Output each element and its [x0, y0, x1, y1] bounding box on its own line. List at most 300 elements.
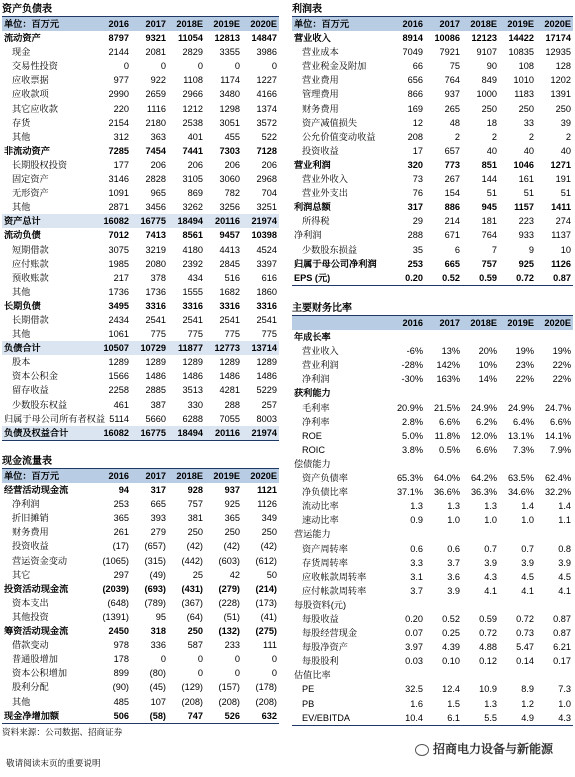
- row-label: 股利分配: [12, 682, 49, 693]
- cell-value: 764: [444, 75, 460, 86]
- cell-value: 0.59: [462, 271, 499, 286]
- cell-value: [388, 386, 425, 400]
- cell-value: 1137: [551, 230, 571, 241]
- cell-value: 5229: [256, 385, 277, 396]
- header-year: 2016: [388, 17, 425, 32]
- cell-value: 107: [150, 696, 166, 707]
- cell-value: 775: [224, 329, 240, 340]
- cell-value: 0.6: [447, 543, 460, 554]
- cell-value: 288: [224, 399, 240, 410]
- cell-value: 516: [224, 272, 240, 283]
- cell-value: (789): [144, 597, 166, 608]
- cell-value: 2828: [145, 174, 166, 185]
- cell-value: 866: [407, 89, 423, 100]
- row-label: 流动比率: [302, 501, 339, 512]
- cell-value: 253: [407, 258, 423, 269]
- row-label: 其他投资: [12, 611, 49, 622]
- table-row: [292, 228, 573, 242]
- row-label: 股本: [12, 357, 31, 368]
- cell-value: (45): [149, 682, 166, 693]
- cell-value: 0.6: [410, 543, 423, 554]
- cell-value: 522: [261, 131, 277, 142]
- table-row: [292, 271, 573, 286]
- source-note: 资料来源：公司数据、招商证券: [2, 726, 123, 737]
- row-label: 无形资产: [12, 188, 49, 199]
- cell-value: 2541: [145, 314, 166, 325]
- cell-value: 0.59: [479, 613, 497, 624]
- cell-value: 665: [444, 258, 460, 269]
- cell-value: 6.4%: [513, 416, 534, 427]
- table-row: [2, 568, 279, 582]
- cell-value: 3.9: [521, 557, 534, 568]
- cell-value: [536, 386, 573, 400]
- cell-value: 9: [528, 244, 534, 255]
- row-label: 归属于母公司净利润: [294, 258, 377, 269]
- cell-value: 6.2%: [476, 416, 497, 427]
- header-unit: 单位：百万元: [292, 17, 388, 32]
- cell-value: -30%: [401, 374, 423, 385]
- row-label: 经营活动现金流: [4, 485, 69, 496]
- row-label: 投资收益: [12, 541, 49, 552]
- row-label: 营运能力: [294, 529, 331, 540]
- cell-value: 3.3: [410, 557, 423, 568]
- cell-value: 206: [150, 159, 166, 170]
- cell-value: 0.12: [479, 656, 497, 667]
- cell-value: 1.0: [521, 515, 534, 526]
- cell-value: 35: [412, 244, 423, 255]
- cell-value: 7441: [182, 145, 203, 156]
- table-row: [2, 31, 279, 45]
- row-label: 估值比率: [294, 670, 331, 681]
- cell-value: 6.1: [425, 711, 462, 726]
- table-row: [2, 426, 279, 441]
- row-label: 长期股权投资: [12, 159, 68, 170]
- cell-value: 13714: [242, 341, 279, 355]
- ratios-title: 主要财务比率: [292, 303, 352, 314]
- table-row: [2, 596, 279, 610]
- header-row: [2, 469, 279, 484]
- cell-value: 65.3%: [396, 473, 423, 484]
- cell-value: 3.1: [410, 571, 423, 582]
- row-label: 折旧摊销: [12, 513, 49, 524]
- header-year: 2017: [425, 17, 462, 32]
- table-row: [292, 344, 573, 358]
- cell-value: 297: [113, 569, 129, 580]
- row-label: 速动比率: [302, 515, 339, 526]
- cell-value: 12123: [471, 33, 497, 44]
- cell-value: 214: [444, 216, 460, 227]
- table-row: [2, 709, 279, 724]
- row-label: 普通股增加: [12, 654, 58, 665]
- cell-value: 23%: [515, 360, 534, 371]
- table-row: [292, 186, 573, 200]
- row-label: ROIC: [302, 444, 325, 455]
- cell-value: 0.52: [425, 271, 462, 286]
- cell-value: 330: [187, 399, 203, 410]
- cell-value: 336: [150, 640, 166, 651]
- cell-value: 10398: [251, 230, 277, 241]
- cell-value: 3.7: [410, 585, 423, 596]
- table-row: [292, 73, 573, 87]
- table-row: [2, 695, 279, 709]
- cell-value: 7.3%: [513, 444, 534, 455]
- header-year: 2020E: [242, 469, 279, 484]
- cell-value: 0.72: [479, 628, 497, 639]
- table-row: [2, 243, 279, 257]
- table-row: [292, 45, 573, 59]
- cell-value: 8561: [182, 230, 203, 241]
- cell-value: 36.3%: [470, 487, 497, 498]
- table-row: [2, 228, 279, 242]
- cell-value: 401: [187, 131, 203, 142]
- row-label: 其他: [12, 202, 31, 213]
- cell-value: 6.21: [553, 642, 571, 653]
- cell-value: 0: [234, 668, 240, 679]
- cell-value: [425, 527, 462, 541]
- row-label: 营运资金变动: [12, 555, 68, 566]
- cell-value: 775: [187, 329, 203, 340]
- cell-value: 178: [113, 654, 129, 665]
- table-row: [2, 186, 279, 200]
- cell-value: 349: [261, 513, 277, 524]
- cell-value: 18494: [168, 426, 205, 441]
- cell-value: [388, 330, 425, 344]
- cell-value: 4413: [219, 244, 240, 255]
- cell-value: 2180: [145, 117, 166, 128]
- balance-sheet-title: 资产负债表: [2, 4, 52, 15]
- cell-value: 7.9%: [550, 444, 571, 455]
- cell-value: 7285: [108, 145, 129, 156]
- cell-value: 9321: [145, 33, 166, 44]
- cell-value: [425, 386, 462, 400]
- cell-value: 24.9%: [470, 402, 497, 413]
- cell-value: 0.72: [516, 613, 534, 624]
- cell-value: 1061: [108, 329, 129, 340]
- row-label: 流动资产: [4, 33, 41, 44]
- cell-value: 1555: [182, 286, 203, 297]
- cell-value: [499, 598, 536, 612]
- cell-value: (315): [144, 555, 166, 566]
- cell-value: 3.9: [558, 557, 571, 568]
- cell-value: 657: [444, 145, 460, 156]
- cell-value: 4.1: [521, 585, 534, 596]
- cell-value: (51): [223, 611, 240, 622]
- table-row: [292, 214, 573, 228]
- table-row: [292, 87, 573, 101]
- cell-value: 1.4: [558, 501, 571, 512]
- table-row: [292, 372, 573, 386]
- cell-value: 22%: [552, 360, 571, 371]
- cell-value: 945: [481, 202, 497, 213]
- table-row: [292, 116, 573, 130]
- row-label: 应付帐款周转率: [302, 585, 367, 596]
- row-label: 利润总额: [294, 202, 331, 213]
- table-row: [2, 666, 279, 680]
- cell-value: 1046: [513, 159, 534, 170]
- cell-value: 12813: [214, 33, 240, 44]
- cell-value: 0.5%: [439, 444, 460, 455]
- cell-value: 10.4: [388, 711, 425, 726]
- cell-value: 378: [150, 272, 166, 283]
- row-label: 应收票据: [12, 75, 49, 86]
- cell-value: (228): [218, 597, 240, 608]
- cell-value: 10086: [434, 33, 460, 44]
- row-label: PB: [302, 698, 315, 709]
- cell-value: 0: [123, 61, 129, 72]
- cell-value: 4166: [256, 89, 277, 100]
- header-unit: 单位：百万元: [2, 17, 94, 32]
- row-label: 资产负债率: [302, 473, 348, 484]
- row-label: 净利润: [302, 374, 330, 385]
- row-label: 营业外支出: [302, 188, 348, 199]
- table-row: [292, 257, 573, 271]
- table-row: [2, 652, 279, 666]
- row-label: 净负债比率: [302, 487, 348, 498]
- cell-value: 7128: [256, 145, 277, 156]
- table-row: [292, 457, 573, 471]
- table-row: [292, 415, 573, 429]
- row-label: 资本支出: [12, 597, 49, 608]
- cell-value: 2541: [182, 314, 203, 325]
- cell-value: (132): [218, 626, 240, 637]
- cell-value: 7303: [219, 145, 240, 156]
- cell-value: 3316: [145, 300, 166, 311]
- cell-value: 0.25: [442, 628, 460, 639]
- cell-value: 782: [224, 188, 240, 199]
- table-row: [292, 243, 573, 257]
- cell-value: 50: [266, 569, 277, 580]
- cell-value: (129): [181, 682, 203, 693]
- cell-value: 3572: [256, 117, 277, 128]
- row-label: 负债及权益合计: [2, 426, 94, 441]
- header-year: 2018E: [462, 316, 499, 331]
- cell-value: 671: [444, 230, 460, 241]
- cell-value: 2450: [108, 626, 129, 637]
- cell-value: 10835: [508, 47, 534, 58]
- cell-value: (648): [107, 597, 129, 608]
- cell-value: -6%: [406, 346, 423, 357]
- cell-value: 18: [486, 117, 497, 128]
- table-row: [2, 73, 279, 87]
- cell-value: 928: [187, 485, 203, 496]
- cell-value: 3495: [108, 300, 129, 311]
- cell-value: 3251: [256, 202, 277, 213]
- cell-value: 0.14: [516, 656, 534, 667]
- row-label: 资本公积增加: [12, 668, 68, 679]
- cell-value: 22%: [515, 374, 534, 385]
- cell-value: 177: [113, 159, 129, 170]
- cell-value: 95: [155, 611, 166, 622]
- cell-value: 274: [555, 216, 571, 227]
- cell-value: (208): [255, 696, 277, 707]
- cell-value: 19%: [515, 346, 534, 357]
- table-row: [292, 200, 573, 214]
- cell-value: 12773: [205, 341, 242, 355]
- cell-value: 7454: [145, 145, 166, 156]
- cell-value: (173): [255, 597, 277, 608]
- header-year: 2016: [94, 469, 131, 484]
- cell-value: 3316: [256, 300, 277, 311]
- cell-value: 250: [187, 527, 203, 538]
- cell-value: 1289: [182, 357, 203, 368]
- cell-value: 0.17: [553, 656, 571, 667]
- cell-value: 0: [197, 654, 203, 665]
- cell-value: 1486: [182, 371, 203, 382]
- cell-value: (275): [255, 626, 277, 637]
- cell-value: 0.8: [558, 543, 571, 554]
- cell-value: 387: [150, 399, 166, 410]
- table-row: [292, 570, 573, 584]
- cell-value: 899: [113, 668, 129, 679]
- cell-value: 1.2: [521, 698, 534, 709]
- row-label: 公允价值变动收益: [302, 131, 376, 142]
- balance-sheet-panel: [2, 4, 279, 441]
- cell-value: 381: [187, 513, 203, 524]
- balance-sheet-table: [2, 16, 279, 441]
- table-row: [292, 130, 573, 144]
- table-row: [292, 358, 573, 372]
- table-row: [2, 130, 279, 144]
- row-label: 资产总计: [2, 214, 94, 228]
- table-row: [2, 214, 279, 228]
- cell-value: 220: [113, 103, 129, 114]
- cell-value: 1289: [145, 357, 166, 368]
- cell-value: 363: [150, 131, 166, 142]
- cell-value: 13%: [441, 346, 460, 357]
- cell-value: 2541: [219, 314, 240, 325]
- cell-value: 393: [150, 513, 166, 524]
- cell-value: 0.9: [410, 515, 423, 526]
- cell-value: 3480: [219, 89, 240, 100]
- cell-value: 526: [205, 709, 242, 724]
- table-row: [292, 401, 573, 415]
- row-label: 营业收入: [294, 33, 331, 44]
- cell-value: 154: [444, 188, 460, 199]
- table-row: [292, 640, 573, 654]
- cell-value: 11054: [177, 33, 203, 44]
- cell-value: 261: [113, 527, 129, 538]
- cell-value: 206: [187, 159, 203, 170]
- cell-value: 849: [481, 75, 497, 86]
- watermark-text: 招商电力设备与新能源: [433, 742, 554, 756]
- cell-value: (42): [223, 541, 240, 552]
- cell-value: 3456: [145, 202, 166, 213]
- cell-value: 265: [444, 103, 460, 114]
- cell-value: 9457: [219, 230, 240, 241]
- header-year: 2020E: [536, 17, 573, 32]
- cell-value: (1391): [102, 611, 129, 622]
- cell-value: 3.9: [447, 585, 460, 596]
- row-label: PE: [302, 684, 315, 695]
- cell-value: [425, 330, 462, 344]
- cell-value: [499, 527, 536, 541]
- cell-value: (367): [181, 597, 203, 608]
- cell-value: 7413: [145, 230, 166, 241]
- cell-value: 21974: [242, 214, 279, 228]
- cell-value: 1411: [551, 202, 571, 213]
- cell-value: 506: [94, 709, 131, 724]
- cell-value: 7: [491, 244, 497, 255]
- header-row: [2, 17, 279, 32]
- cell-value: 4.3: [484, 571, 497, 582]
- row-label: 其他: [12, 131, 31, 142]
- header-row: [292, 316, 573, 331]
- cell-value: [462, 386, 499, 400]
- table-row: [2, 680, 279, 694]
- cell-value: (64): [186, 611, 203, 622]
- cell-value: (58): [131, 709, 168, 724]
- cell-value: 8797: [108, 33, 129, 44]
- cell-value: (157): [218, 682, 240, 693]
- cell-value: (178): [255, 682, 277, 693]
- cell-value: 320: [407, 159, 423, 170]
- cell-value: (90): [112, 682, 129, 693]
- cell-value: 4.5: [558, 571, 571, 582]
- cell-value: (42): [186, 541, 203, 552]
- table-row: [2, 369, 279, 383]
- row-label: 其它应收款: [12, 103, 58, 114]
- cell-value: 34.6%: [507, 487, 534, 498]
- cell-value: 1271: [550, 159, 571, 170]
- cell-value: 485: [113, 696, 129, 707]
- cell-value: 5.47: [516, 642, 534, 653]
- cell-value: 62.4%: [544, 473, 571, 484]
- cell-value: 1289: [256, 357, 277, 368]
- cell-value: 12935: [545, 47, 571, 58]
- cell-value: 267: [444, 174, 460, 185]
- cell-value: 13.1%: [507, 430, 534, 441]
- cell-value: [536, 598, 573, 612]
- cell-value: 2829: [182, 47, 203, 58]
- cell-value: 163%: [436, 374, 460, 385]
- cell-value: [499, 457, 536, 471]
- cell-value: 42: [229, 569, 240, 580]
- row-label: 流动负债: [4, 230, 41, 241]
- row-label: 留存收益: [12, 385, 49, 396]
- cell-value: 0: [234, 654, 240, 665]
- cell-value: 1091: [108, 188, 129, 199]
- cell-value: 22%: [552, 374, 571, 385]
- cell-value: 3.97: [405, 642, 423, 653]
- cell-value: 111: [263, 640, 277, 651]
- cell-value: 977: [113, 75, 129, 86]
- cell-value: 0: [197, 61, 203, 72]
- cell-value: 0.10: [442, 656, 460, 667]
- row-label: 资本公积金: [12, 371, 58, 382]
- cell-value: 3397: [256, 258, 277, 269]
- cell-value: 587: [187, 640, 203, 651]
- cell-value: 250: [261, 527, 277, 538]
- cell-value: 775: [261, 329, 277, 340]
- cell-value: 16775: [131, 426, 168, 441]
- cell-value: 25: [192, 569, 203, 580]
- cell-value: 4524: [256, 244, 277, 255]
- cell-value: 6.6%: [550, 416, 571, 427]
- cell-value: 4281: [219, 385, 240, 396]
- cell-value: 318: [150, 626, 166, 637]
- cell-value: 1985: [108, 258, 129, 269]
- row-label: 现金净增加额: [2, 709, 94, 724]
- ratios-panel: [292, 303, 573, 726]
- table-row: [292, 654, 573, 668]
- row-label: 存货周转率: [302, 557, 348, 568]
- cell-value: 10507: [94, 341, 131, 355]
- table-row: [292, 598, 573, 612]
- table-row: [2, 412, 279, 426]
- table-row: [2, 45, 279, 59]
- cell-value: 1486: [219, 371, 240, 382]
- cell-value: -28%: [401, 360, 423, 371]
